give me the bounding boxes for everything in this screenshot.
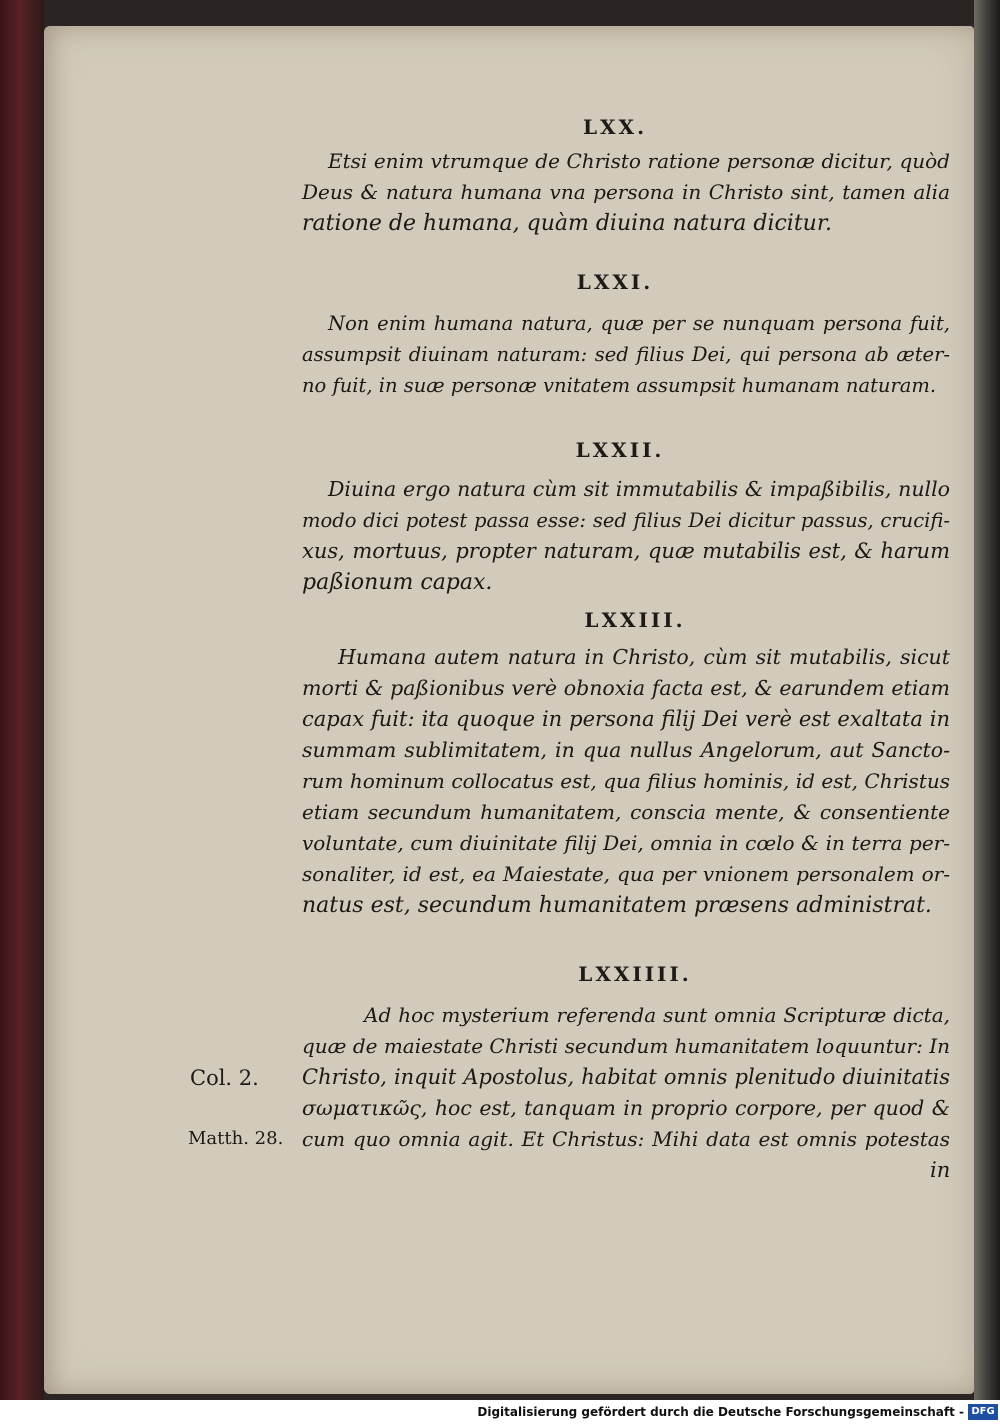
text-line: ratione de humana, quàm diuina natura dicitur.: [302, 211, 832, 236]
section-heading: LXXI.: [576, 270, 654, 294]
text-line: capax fuit: ita quoque in persona filij Dei verè est exaltata in: [302, 707, 950, 731]
text-line: summam sublimitatem, in qua nullus Angelorum, aut Sancto-: [302, 738, 950, 762]
text-line: Humana autem natura in Christo, cùm sit mutabilis, sicut: [338, 645, 950, 669]
text-line: cum quo omnia agit. Et Christus: Mihi data est omnis potestas: [302, 1127, 950, 1151]
margin-note: Matth. 28.: [188, 1128, 284, 1149]
text-line: Diuina ergo natura cùm sit immutabilis & impaßibilis, nullo: [328, 477, 950, 501]
text-line: paßionum capax.: [302, 570, 493, 595]
text-line: Deus & natura humana vna persona in Christo sint, tamen alia: [302, 180, 950, 204]
section-heading: LXXIIII.: [578, 962, 692, 986]
section-heading: LXXII.: [575, 438, 665, 462]
text-line: sonaliter, id est, ea Maiestate, qua per vnionem personalem or-: [302, 862, 950, 886]
section-paragraph: [302, 308, 950, 401]
text-line: natus est, secundum humanitatem præsens administrat.: [302, 893, 932, 918]
text-line: morti & paßionibus verè obnoxia facta est, & earundem etiam: [302, 676, 950, 700]
text-line: σωματικῶς, hoc est, tanquam in proprio corpore, per quod &: [302, 1096, 950, 1120]
section-paragraph: [302, 146, 950, 239]
text-line: rum hominum collocatus est, qua filius hominis, id est, Christus: [302, 769, 950, 793]
section-paragraph: [302, 1000, 950, 1186]
book-edge-right: [974, 0, 1000, 1400]
section-heading: LXX.: [582, 115, 648, 139]
text-line: quæ de maiestate Christi secundum humanitatem loquuntur: In: [302, 1034, 950, 1058]
section-heading: LXXIII.: [584, 608, 686, 632]
text-line: modo dici potest passa esse: sed filius Dei dicitur passus, crucifi-: [302, 509, 950, 532]
text-line: Non enim humana natura, quæ per se nunquam persona fuit,: [328, 312, 950, 335]
dfg-logo-icon: DFG: [968, 1404, 998, 1420]
section-paragraph: [302, 474, 950, 598]
text-line: voluntate, cum diuinitate filij Dei, omnia in cœlo & in terra per-: [302, 831, 950, 855]
margin-note: Col. 2.: [190, 1066, 259, 1090]
footer-bar: [0, 1400, 1000, 1425]
text-line: xus, mortuus, propter naturam, quæ mutabilis est, & harum: [302, 539, 950, 563]
text-line: in: [930, 1158, 951, 1182]
book-edge-left: [0, 0, 44, 1400]
text-line: Etsi enim vtrumque de Christo ratione personæ dicitur, quòd: [328, 149, 950, 173]
text-line: assumpsit diuinam naturam: sed filius Dei, qui persona ab æter-: [302, 343, 950, 366]
footer-credit: Digitalisierung gefördert durch die Deutsche Forschungsgemeinschaft -: [477, 1405, 964, 1419]
text-line: Ad hoc mysterium referenda sunt omnia Scripturæ dicta,: [364, 1003, 950, 1027]
text-line: Christo, inquit Apostolus, habitat omnis plenitudo diuinitatis: [302, 1065, 950, 1089]
text-line: etiam secundum humanitatem, conscia mente, & consentiente: [302, 800, 950, 824]
section-paragraph: [302, 642, 950, 921]
text-line: no fuit, in suæ personæ vnitatem assumpsit humanam naturam.: [302, 374, 937, 397]
